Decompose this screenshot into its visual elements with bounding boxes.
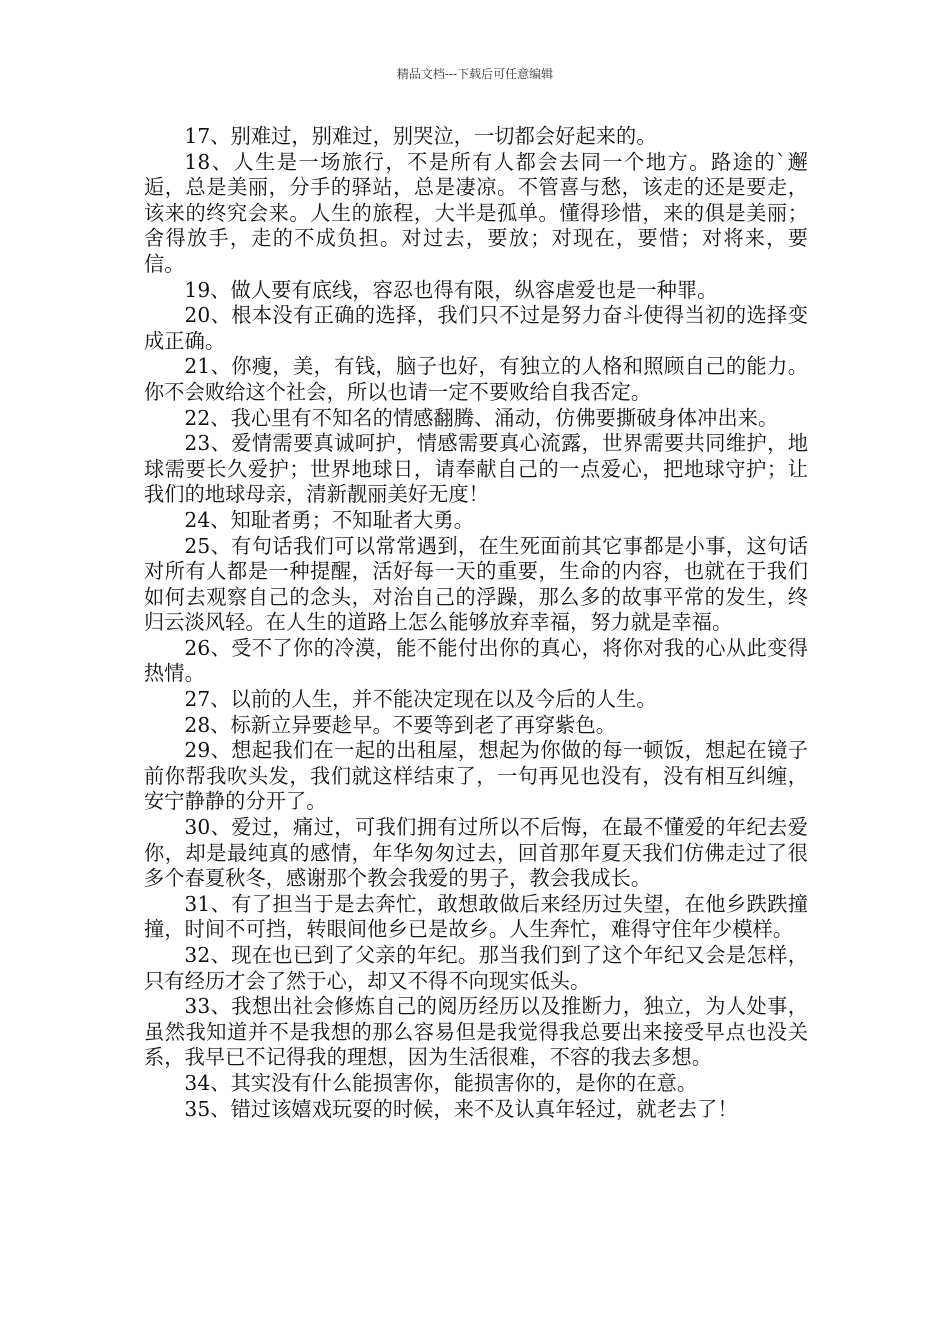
paragraph-25: 25、有句话我们可以常常遇到，在生死面前其它事都是小事，这句话对所有人都是一种提醒，活好每一天的重要，生命的内容，也就在于我们如何去观察自己的念头，对治自己的浮躁，那么多的故事平常的发生，终归云淡风轻。在人生的道路上怎么能够放弃幸福，努力就是幸福。	[144, 533, 808, 635]
paragraph-32: 32、现在也已到了父亲的年纪。那当我们到了这个年纪又会是怎样，只有经历才会了然于心，却又不得不向现实低头。	[144, 943, 808, 993]
paragraph-28: 28、标新立异要趁早。不要等到老了再穿紫色。	[184, 712, 617, 737]
paragraph-22: 22、我心里有不知名的情感翻腾、涌动，仿佛要撕破身体冲出来。	[184, 405, 779, 430]
page-header: 精品文档---下载后可任意编辑	[396, 67, 554, 81]
paragraph-17: 17、别难过，别难过，别哭泣，一切都会好起来的。	[184, 124, 657, 148]
paragraph-19: 19、做人要有底线，容忍也得有限，纵容虐爱也是一种罪。	[184, 277, 718, 302]
paragraph-34: 34、其实没有什么能损害你，能损害你的，是你的在意。	[184, 1070, 698, 1095]
document-body	[144, 124, 808, 1122]
paragraph-30: 30、爱过，痛过，可我们拥有过所以不后悔，在最不懂爱的年纪去爱你，却是最纯真的感情，年华匆匆过去，回首那年夏天我们仿佛走过了很多个春夏秋冬，感谢那个教会我爱的男子，教会我成长。	[144, 815, 808, 891]
paragraph-18: 18、人生是一场旅行，不是所有人都会去同一个地方。路途的`邂逅，总是美丽，分手的驿站，总是凄凉。不管喜与愁，该走的还是要走，该来的终究会来。人生的旅程，大半是孤单。懂得珍惜，来的俱是美丽；舍得放手，走的不成负担。对过去，要放；对现在，要惜；对将来，要信。	[144, 149, 808, 276]
paragraph-24: 24、知耻者勇；不知耻者大勇。	[184, 507, 475, 532]
paragraph-21: 21、你瘦，美，有钱，脑子也好，有独立的人格和照顾自己的能力。你不会败给这个社会，所以也请一定不要败给自我否定。	[144, 354, 808, 404]
paragraph-23: 23、爱情需要真诚呵护，情感需要真心流露，世界需要共同维护，地球需要长久爱护；世界地球日，请奉献自己的一点爱心，把地球守护；让我们的地球母亲，清新靓丽美好无度！	[144, 431, 808, 507]
paragraph-29: 29、想起我们在一起的出租屋，想起为你做的每一顿饭，想起在镜子前你帮我吹头发，我们就这样结束了，一句再见也没有，没有相互纠缠，安宁静静的分开了。	[144, 738, 808, 814]
paragraph-20: 20、根本没有正确的选择，我们只不过是努力奋斗使得当初的选择变成正确。	[144, 303, 808, 353]
paragraph-31: 31、有了担当于是去奔忙，敢想敢做后来经历过失望，在他乡跌跌撞撞，时间不可挡，转眼间他乡已是故乡。人生奔忙，难得守住年少模样。	[144, 891, 808, 942]
paragraph-27: 27、以前的人生，并不能决定现在以及今后的人生。	[184, 687, 657, 712]
paragraph-33: 33、我想出社会修炼自己的阅历经历以及推断力，独立，为人处事，虽然我知道并不是我想的那么容易但是我觉得我总要出来接受早点也没关系，我早已不记得我的理想，因为生活很难，不容的我去多想。	[144, 994, 808, 1070]
paragraph-26: 26、受不了你的冷漠，能不能付出你的真心，将你对我的心从此变得热情。	[144, 635, 808, 686]
paragraph-35: 35、错过该嬉戏玩耍的时候，来不及认真年轻过，就老去了！	[184, 1096, 738, 1121]
